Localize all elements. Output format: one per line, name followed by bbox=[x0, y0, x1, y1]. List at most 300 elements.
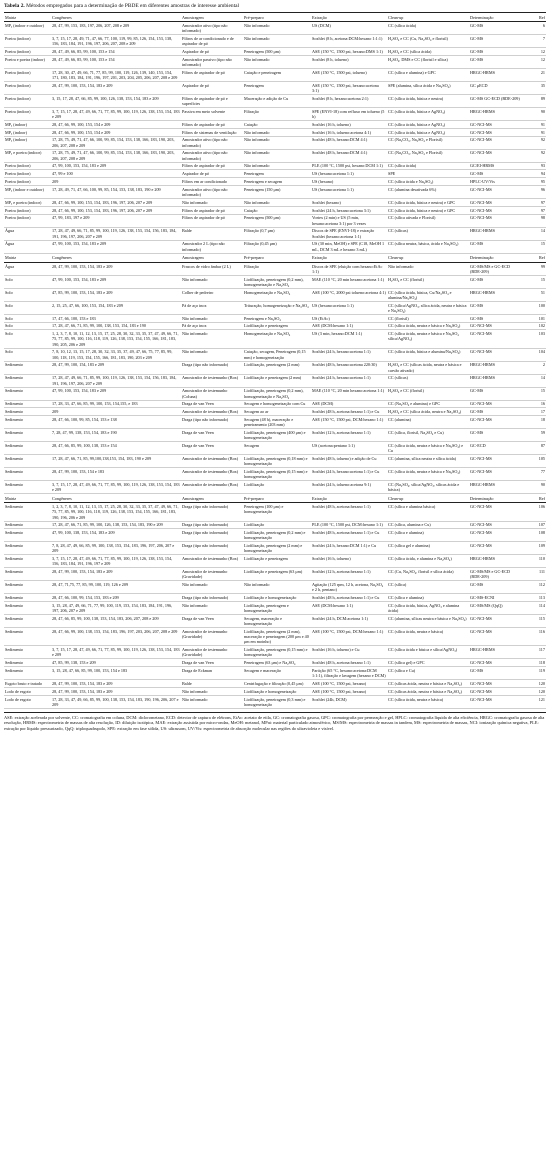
cell-pre-preparo: Homogeneização e Na₂SO₄ bbox=[243, 288, 311, 301]
cell-ref: 59 bbox=[522, 429, 546, 442]
table-row bbox=[4, 330, 546, 348]
cell-determinacao: GC-MS/MS e GC-ECD (BDE-209) bbox=[469, 262, 522, 275]
cell-congeneres: 28, 47, 66, 99, 100, 153, 154, 183, 196, 197, 206, 207 e 209 bbox=[51, 206, 181, 214]
cell-congeneres: 28, 47, 49, 66, 85, 99, 100, 153 e 154 bbox=[51, 56, 181, 69]
cell-matriz: MPₐ (indoor) bbox=[4, 136, 51, 149]
cell-clean-up: CC (sílica ácida) bbox=[387, 162, 469, 170]
cell-amostragem: Amostrador de testemunho (Box) bbox=[181, 468, 243, 481]
cell-extracao: Soxhlet (16 h, tolueno:acetona 4:1) bbox=[311, 128, 387, 136]
cell-determinacao: GC-MS bbox=[469, 667, 522, 680]
column-header-matriz: Matriz bbox=[4, 253, 51, 262]
cell-extracao: MAE (110 °C, 20 min hexano:acetona 1:1) bbox=[311, 275, 387, 288]
cell-matriz: Solo bbox=[4, 301, 51, 314]
cell-amostragem: Amostrador de testemunho (Gravidade) bbox=[181, 646, 243, 659]
cell-clean-up: CC (sílica ácida, básica e AgNO₃) bbox=[387, 121, 469, 129]
cell-matriz: Água bbox=[4, 240, 51, 253]
column-header-matriz: Matriz bbox=[4, 494, 51, 503]
cell-determinacao: GC-NCI-MS bbox=[469, 659, 522, 667]
cell-congeneres: 17, 28, 75, 49, 71, 47, 66, 100, 99, 85, 154, 153, 138, 166, 183, 190, 203, 206, 207, 208 e 209 bbox=[51, 136, 181, 149]
cell-congeneres: 47, 99, 100, 153, 154, 183 e 209 bbox=[51, 387, 181, 400]
cell-determinacao: GC-NCI-MS bbox=[469, 400, 522, 408]
cell-pre-preparo: Liofilização e peneiragem bbox=[243, 555, 311, 568]
cell-matriz: Solo bbox=[4, 314, 51, 322]
table-caption-text: Métodos empregados para a determinação de PBDE em diferentes amostras de interesse ambiental bbox=[26, 3, 239, 9]
table-footnote: ASE: extração acelerada por solvente, CC: cromatografia em coluna, DCM: diclorometano, ECD: detector de captura de elétrons, EtAc: acetato de etila, GC: cromatografia gasosa, GPC: cromatografia por permeação e gel, HPLC: cromatografia líquida de alta eficiência, HRGC: cromatografia gasosa de alta resolução, HRMS: espectrometria de massas de alta resolução, ID: diluição isotópica, MAE: extração assistida por micro-ondas, MeOH: metanol, MPat: material particulado atmosférico, MS/MS: espectrometria de massas in tandem, MS: espectrometria de massas, NCI: ionização química negativa, PLE: extração por líquido pressurizado, QqQ: triploquadrupolo, SPE: extração em fase sólida, US: ultrassom, UV/Vis: espectrometria de absorção molecular nas regiões do ultravioleta e visível. bbox=[4, 712, 546, 731]
cell-ref: 120 bbox=[522, 680, 546, 688]
table-row bbox=[4, 581, 546, 594]
cell-matriz: Lodo de esgoto bbox=[4, 687, 51, 695]
cell-pre-preparo: Liofilização, peneiragem (2 mm) e homogeneização bbox=[243, 542, 311, 555]
cell-amostragem: Draga (tipo não informado) bbox=[181, 594, 243, 602]
cell-pre-preparo: Liofilização, peneiragem (0,3 mm) e homogeneização bbox=[243, 695, 311, 708]
table-row bbox=[4, 288, 546, 301]
cell-extracao: ASE (100 °C, 1500 psi, hexano) bbox=[311, 680, 387, 688]
cell-pre-preparo: Peneiragem bbox=[243, 82, 311, 95]
cell-matriz: Sedimento bbox=[4, 408, 51, 416]
table-row bbox=[4, 400, 546, 408]
cell-extracao: Agitação (125 rpm, 12 h, acetona, Na₂SO₄ e 2 h, pentano) bbox=[311, 581, 387, 594]
cell-amostragem: Filtros de aspirador de pó bbox=[181, 214, 243, 227]
cell-extracao: Soxhlet (24 h, hexano:acetona 1:1) e Cu bbox=[311, 468, 387, 481]
table-row bbox=[4, 149, 546, 162]
cell-pre-preparo: Liofilização, peneiragem (0,18 mm) e homogeneização bbox=[243, 455, 311, 468]
cell-matriz: Solo bbox=[4, 348, 51, 361]
cell-pre-preparo: Centrifugação e filtração (0,45 μm) bbox=[243, 680, 311, 688]
cell-matriz: Poeira (indoor) bbox=[4, 82, 51, 95]
table-row bbox=[4, 442, 546, 455]
table-row bbox=[4, 69, 546, 82]
cell-ref: 109 bbox=[522, 542, 546, 555]
cell-congeneres: 47, 99, 100, 153, 154, 183 e 209 bbox=[51, 240, 181, 253]
table-row bbox=[4, 646, 546, 659]
header-row bbox=[4, 494, 546, 503]
cell-clean-up: CC (sílica ácida, neutra e básica) bbox=[387, 628, 469, 646]
cell-congeneres: 47, 99, 183, 197 e 209 bbox=[51, 214, 181, 227]
cell-amostragem: Filtros de aspirador de pó bbox=[181, 121, 243, 129]
cell-determinacao: GC-MS/MS (QqQ) bbox=[469, 602, 522, 615]
cell-clean-up: CC (sílica gel e alumina) bbox=[387, 542, 469, 555]
cell-determinacao: GC-MS bbox=[469, 22, 522, 35]
column-header-clean-up: Clean-up bbox=[387, 494, 469, 503]
cell-determinacao: GC-MS bbox=[469, 301, 522, 314]
cell-clean-up: CC (sílica e alumina) e GPC bbox=[387, 69, 469, 82]
cell-matriz: Solo bbox=[4, 275, 51, 288]
column-header-matriz: Matriz bbox=[4, 13, 51, 22]
cell-congeneres: 47, 99, 100, 153, 154, 183 e 209 bbox=[51, 162, 181, 170]
cell-determinacao: GC-NCI-MS bbox=[469, 680, 522, 688]
cell-matriz: Sedimento bbox=[4, 374, 51, 387]
cell-pre-preparo: Liofilização, peneiragem (0,2 mm), homogeneização e Na₂SO₄ bbox=[243, 387, 311, 400]
cell-clean-up: CC (sílicas ácida, neutra e básica e Na₂SO₄) bbox=[387, 680, 469, 688]
cell-extracao: Discos de SPE (eluição com hexano:EtAc 1:1) bbox=[311, 262, 387, 275]
cell-ref: 89 bbox=[522, 95, 546, 108]
cell-congeneres: 3, 7, 15, 17, 28, 49, 71, 47, 66, 77, 100, 119, 99, 85, 126, 154, 153, 138, 156, 183, 184, 191, 196, 197, 206, 207, 208 e 209 bbox=[51, 35, 181, 48]
cell-extracao: Soxhlet (8 h, hexano:acetona 2:1) bbox=[311, 95, 387, 108]
cell-clean-up: CC (sílica ácida, básica e AgNO₃) bbox=[387, 108, 469, 121]
cell-determinacao: GC-NCI-MS bbox=[469, 149, 522, 162]
cell-congeneres: 28, 47, 49, 66, 85, 99, 100, 153 e 154 bbox=[51, 48, 181, 56]
cell-amostragem: Aspirador de pó bbox=[181, 48, 243, 56]
cell-extracao: ASE (150 °C, 1500 psi, hexano:DMS 1:1) bbox=[311, 48, 387, 56]
cell-determinacao: GC-MS bbox=[469, 314, 522, 322]
cell-ref: 95 bbox=[522, 178, 546, 186]
cell-extracao: Soxhlet (16 h, tolueno) bbox=[311, 555, 387, 568]
cell-congeneres: 17, 28, 47, 49, 66, 71, 85, 99, 100, 119, 126, 138, 153, 154, 156, 183, 184, 191, 196, 197, 206, 207 e 209 bbox=[51, 227, 181, 240]
table-row bbox=[4, 82, 546, 95]
cell-pre-preparo: Peneiragem (500 μm) bbox=[243, 214, 311, 227]
cell-determinacao: GC-MS bbox=[469, 408, 522, 416]
cell-amostragem: Draga (tipo não informado) bbox=[181, 416, 243, 429]
cell-matriz: Sedimento bbox=[4, 442, 51, 455]
cell-extracao: Soxhlet (24 h, hexano:acetona 1:1) bbox=[311, 374, 387, 387]
table-row bbox=[4, 275, 546, 288]
cell-matriz: MPₐ (indoor) bbox=[4, 121, 51, 129]
cell-clean-up: CC (sílica ácida e Na₂SO₄) bbox=[387, 178, 469, 186]
cell-ref: 91 bbox=[522, 121, 546, 129]
cell-pre-preparo: Secagem (48 h), maceração e peneiramento (203 mm) bbox=[243, 416, 311, 429]
table-row bbox=[4, 314, 546, 322]
cell-determinacao: HRGC-HRMS bbox=[469, 69, 522, 82]
cell-ref: 113 bbox=[522, 594, 546, 602]
cell-congeneres: 3, 7, 15, 17, 28, 47, 49, 66, 71, 77, 85, 99, 100, 119, 126, 138, 153, 154, 183 e 209 bbox=[52, 647, 180, 658]
cell-matriz: Poeira (indoor) bbox=[4, 35, 51, 48]
cell-extracao: Soxhlet (48 h, acetona:hexano 1:1) bbox=[311, 503, 387, 521]
cell-amostragem: Amostrador de testemunho (Box) bbox=[181, 374, 243, 387]
cell-congeneres: 7, 28, 47, 99, 138, 153, 154, 183 e 190 bbox=[51, 429, 181, 442]
cell-extracao: Soxhlet (48 h, hexano:DCM 4:1) bbox=[311, 136, 387, 149]
cell-determinacao: GC-MS-ECNI bbox=[469, 594, 522, 602]
cell-extracao: US (30 min, MeOH) e SPE (C18, MeOH 1 mL, DCM 3 mL e hexano 3 mL) bbox=[311, 240, 387, 253]
cell-amostragem: Balde bbox=[181, 680, 243, 688]
cell-clean-up: CC (alumina, sílica neutra e sílica ácida) bbox=[387, 455, 469, 468]
cell-congeneres: 3, 7, 15, 17, 28, 47, 49, 66, 71, 77, 85, 99, 100, 119, 126, 138, 153, 154, 156, 183, 184, 191, 196, 197 e 209 bbox=[51, 555, 181, 568]
cell-congeneres: 17, 28, 47, 49, 66, 71, 85, 99, 100, 119, 126, 138, 153, 154, 156, 183, 184, 191, 196, 197, 206, 207 e 209 bbox=[51, 374, 181, 387]
cell-amostragem: Aspirador de pó bbox=[181, 82, 243, 95]
table-row bbox=[4, 35, 546, 48]
cell-ref: 112 bbox=[522, 581, 546, 594]
cell-matriz: Sedimento bbox=[4, 521, 51, 529]
cell-ref: 2 bbox=[522, 361, 546, 374]
table-row bbox=[4, 687, 546, 695]
table-row bbox=[4, 659, 546, 667]
cell-matriz: Sedimento bbox=[4, 400, 51, 408]
cell-extracao: US (hexano:acetona 1:1) bbox=[311, 301, 387, 314]
cell-extracao: US (hexano:acetona 1:1) bbox=[311, 170, 387, 178]
table-row bbox=[4, 128, 546, 136]
cell-amostragem: Filtros de aspirador de pó bbox=[181, 162, 243, 170]
cell-clean-up: CC (sílica ácida, e alumina e Na₂SO₄) bbox=[387, 555, 469, 568]
cell-clean-up: CC (sílicas) bbox=[387, 227, 469, 240]
cell-matriz: Sedimento bbox=[4, 468, 51, 481]
cell-pre-preparo: Liofilização bbox=[243, 521, 311, 529]
cell-extracao: US (3 min, hexano:DCM 1:1) bbox=[311, 330, 387, 348]
cell-matriz: Sedimento bbox=[4, 429, 51, 442]
cell-amostragem: Amostrador de testemunho (Gravidade) bbox=[181, 568, 243, 581]
cell-determinacao: GC-NCI-MS bbox=[469, 416, 522, 429]
cell-pre-preparo: Peneiragem (100 μm) e homogeneização bbox=[243, 503, 311, 521]
cell-clean-up: H₂SO₄ e CC (florisil) bbox=[387, 275, 469, 288]
cell-clean-up: SPE bbox=[387, 170, 469, 178]
cell-congeneres: 28, 47, 66, 100, 99, 85, 154, 153 e 138 bbox=[51, 416, 181, 429]
column-header-ref: Ref bbox=[522, 253, 546, 262]
cell-determinacao: GC-NCI-MS bbox=[469, 695, 522, 708]
cell-pre-preparo: Liofilização e peneiragem (2 mm) bbox=[243, 374, 311, 387]
cell-extracao: SPE (ENVI-18) com refluxo em tolueno (5 h) bbox=[311, 108, 387, 121]
column-header-amostragem: Amostragem bbox=[181, 494, 243, 503]
cell-pre-preparo: Liofilização, peneiragem e homogeneização bbox=[243, 602, 311, 615]
cell-pre-preparo: Não informado bbox=[243, 162, 311, 170]
cell-congeneres: 47, 85, 99, 138, 153 e 209 bbox=[51, 659, 181, 667]
table-caption-label: Tabela 2. bbox=[4, 3, 25, 9]
cell-pre-preparo: Liofilização e homogeneização bbox=[243, 687, 311, 695]
cell-ref: 87 bbox=[522, 442, 546, 455]
cell-extracao: PLE (100 °C, 1500 psi, hexano:DCM 1:1) bbox=[311, 162, 387, 170]
cell-congeneres: 28, 47, 99, 100, 153, 154 e 183 bbox=[51, 468, 181, 481]
cell-ref: 105 bbox=[522, 455, 546, 468]
cell-amostragem: Pá de aço inox bbox=[181, 322, 243, 330]
cell-pre-preparo: Liofilização bbox=[243, 481, 311, 494]
cell-determinacao: GC-MS bbox=[469, 240, 522, 253]
cell-ref: 92 bbox=[522, 136, 546, 149]
cell-clean-up: CC (Na₂SO₄ e alumina) e GPC bbox=[387, 400, 469, 408]
cell-pre-preparo: Liofilização, peneiragem (0,15 mm) e homogeneização bbox=[243, 468, 311, 481]
cell-congeneres: 7, 8, 10, 12, 13, 15, 17, 28, 30, 32, 33, 35, 37, 49, 47, 66, 75, 77, 85, 99, 100, 118, 119, 153, 154, 155, 166, 181, 183, 190, 203 e 209 bbox=[51, 348, 181, 361]
cell-clean-up: CC (sílica ácida, neutra e básica e Na₂SO₄) bbox=[387, 322, 469, 330]
cell-ref: 116 bbox=[522, 628, 546, 646]
cell-amostragem: Não informado bbox=[181, 581, 243, 594]
cell-ref: 117 bbox=[522, 646, 546, 659]
cell-clean-up: CC (Cu, Na₂SO₄, florisil e sílica ácida) bbox=[387, 568, 469, 581]
cell-clean-up: CC (sílica e alumina básica) bbox=[387, 503, 469, 521]
cell-matriz: Sedimento bbox=[4, 628, 51, 646]
column-header-extracao: Extração bbox=[311, 13, 387, 22]
column-header-amostragem: Amostragem bbox=[181, 13, 243, 22]
cell-amostragem: Amostrador de testemunho (Box) bbox=[181, 481, 243, 494]
cell-matriz: MPₐ (indoor e outdoor) bbox=[4, 22, 51, 35]
cell-matriz: Sedimento bbox=[4, 594, 51, 602]
cell-clean-up: CC (sílicas) bbox=[387, 374, 469, 387]
cell-extracao: MAE (110 °C, 20 min hexano:acetona 1:1) bbox=[311, 387, 387, 400]
cell-extracao: ASE (100 °C, 2000 psi tolueno:acetona 4:1) bbox=[311, 288, 387, 301]
cell-pre-preparo: Maceração e adição de Cu bbox=[243, 95, 311, 108]
cell-ref: 7 bbox=[522, 35, 546, 48]
cell-determinacao: GC-NCI-MS bbox=[469, 687, 522, 695]
table-row bbox=[4, 198, 546, 206]
cell-extracao: Soxhlet (hexano) bbox=[311, 198, 387, 206]
cell-ref: 98 bbox=[522, 214, 546, 227]
cell-congeneres: 28, 47, 66, 99, 100, 153, 154, 183, 196, 197, 206, 207 e 209 bbox=[51, 198, 181, 206]
cell-congeneres: 17, 28, 47, 66, 71, 85, 99,100,138,153, 154, 183, 190 e 209 bbox=[51, 455, 181, 468]
cell-clean-up: CC (sílica ácida, básica, AgNO₃ e alumina ácida) bbox=[387, 602, 469, 615]
column-header-ref: Ref bbox=[522, 494, 546, 503]
cell-determinacao: HPLC-UV/Vis bbox=[469, 178, 522, 186]
cell-determinacao: GC-NCI-MS bbox=[469, 198, 522, 206]
cell-congeneres: 17, 47, 66, 100, 153 e 183 bbox=[51, 314, 181, 322]
cell-determinacao: GC-NCI-MS bbox=[469, 468, 522, 481]
cell-extracao: Soxhlet (24 h, hexano:DCM 1:1) e Cu bbox=[311, 542, 387, 555]
cell-matriz: Sedimento bbox=[4, 568, 51, 581]
table-row bbox=[4, 602, 546, 615]
cell-ref: 15 bbox=[522, 387, 546, 400]
cell-ref: 107 bbox=[522, 521, 546, 529]
cell-amostragem: Não informado bbox=[181, 348, 243, 361]
cell-amostragem: Balde bbox=[181, 227, 243, 240]
cell-ref: 16 bbox=[522, 400, 546, 408]
cell-clean-up: CC (alumina) bbox=[387, 416, 469, 429]
cell-matriz: Sedimento bbox=[4, 416, 51, 429]
cell-ref: 6 bbox=[522, 22, 546, 35]
cell-clean-up: CC (Na₂CO₃, Na₂SO₄ e Florisil) bbox=[387, 149, 469, 162]
cell-pre-preparo: Liofilização, peneiragem (0,2 mm), homogeneização e Na₂SO₄ bbox=[243, 275, 311, 288]
cell-clean-up: CC (sílica/AgNO₃, sílica ácida, neutra e básica e Na₂SO₄) bbox=[387, 301, 469, 314]
cell-clean-up: CC (Na₂CO₃, Na₂SO₄ e Florisil) bbox=[387, 136, 469, 149]
cell-pre-preparo: Secagem bbox=[243, 442, 311, 455]
cell-congeneres: 17, 28, 30, 47, 49, 66, 71, 77, 85, 99, 100, 119, 126, 139, 140, 153, 154, 171, 180, 183, 184, 191, 196, 197, 201, 203, 204, 205, 206, 207, 208 e 209 bbox=[51, 69, 181, 82]
cell-clean-up: H₂SO₄ e CC (florisil) bbox=[387, 387, 469, 400]
cell-congeneres: 28, 47, 99, 100, 153, 154, 183 e 209 bbox=[51, 568, 181, 581]
cell-ref: 104 bbox=[522, 348, 546, 361]
cell-ref: 121 bbox=[522, 695, 546, 708]
cell-determinacao: GC-MS bbox=[469, 275, 522, 288]
table-row bbox=[4, 56, 546, 69]
cell-congeneres: 3, 7, 15, 17, 28, 47, 49, 66, 71, 77, 85, 99, 100, 119, 126, 138, 153, 154, 183 e 209 bbox=[52, 108, 180, 119]
cell-amostragem: Amostrador de testemunho (Gravidade) bbox=[181, 628, 243, 646]
cell-matriz: Sedimento bbox=[4, 503, 51, 521]
cell-amostragem: Não informado bbox=[181, 330, 243, 348]
cell-amostragem: Draga (tipo não informado) bbox=[181, 521, 243, 529]
cell-amostragem: Filtros de aspirador de pó e superfícies bbox=[181, 95, 243, 108]
table-row bbox=[4, 521, 546, 529]
cell-determinacao: HRGC-HRMS bbox=[469, 374, 522, 387]
cell-pre-preparo: Não informado bbox=[243, 35, 311, 48]
cell-determinacao: GC-NCI-MS bbox=[469, 214, 522, 227]
cell-extracao: Soxhlet (48 h, tolueno) e adição de Cu bbox=[311, 455, 387, 468]
cell-pre-preparo: Peneiragem (63 μm) e Na₂SO₄ bbox=[243, 659, 311, 667]
cell-congeneres: 28, 47, 66, 99, 100, 153, 154 e 209 bbox=[51, 121, 181, 129]
cell-clean-up: SPE (alumina, sílica ácida e Na₂SO₄) bbox=[387, 82, 469, 95]
cell-determinacao: GC-MS bbox=[469, 387, 522, 400]
cell-matriz: Solo bbox=[4, 288, 51, 301]
cell-pre-preparo: Homogeneização e Na₂SO₄ bbox=[243, 330, 311, 348]
cell-ref: 77 bbox=[522, 468, 546, 481]
cell-determinacao: HRGC-HRMS bbox=[469, 361, 522, 374]
cell-extracao: Soxhlet (16 h, tolueno) e Cu bbox=[311, 646, 387, 659]
cell-amostragem: Draga de van Veen bbox=[181, 659, 243, 667]
cell-ref: 90 bbox=[522, 481, 546, 494]
cell-determinacao: HRGC-HRMS bbox=[469, 288, 522, 301]
cell-clean-up: CC (sílica ácida, neutra e básica e Na₂SO₄) bbox=[387, 468, 469, 481]
table-row bbox=[4, 628, 546, 646]
cell-ref: 118 bbox=[522, 659, 546, 667]
cell-matriz: Sedimento bbox=[4, 555, 51, 568]
cell-pre-preparo: Liofilização, peneiragem (0,2 mm) e homogeneização bbox=[243, 529, 311, 542]
cell-matriz: Poeira (indoor) bbox=[4, 48, 51, 56]
cell-clean-up: CC (sílica ácida, básica e alumina/Na₂SO₄) bbox=[387, 348, 469, 361]
cell-clean-up: CC (sílica, florisil, Na₂SO₄ e Cu) bbox=[387, 429, 469, 442]
cell-amostragem: Draga de van Veen bbox=[181, 442, 243, 455]
cell-congeneres: 28, 47, 71,75, 77, 85, 99, 100, 119, 126 e 209 bbox=[51, 581, 181, 594]
table-caption bbox=[4, 3, 546, 10]
cell-matriz: Sedimento bbox=[4, 455, 51, 468]
cell-congeneres: 3, 15, 17, 28, 47, 66, 85, 99, 100, 126, 138, 153, 154, 183 e 209 bbox=[51, 95, 181, 108]
table-row bbox=[4, 361, 546, 374]
cell-congeneres: 17, 28, 47, 66, 71, 85, 99, 100, 138, 153, 154, 183 e 190 bbox=[51, 322, 181, 330]
cell-extracao: Soxhlet (24 h, hexano:acetona 1:1) bbox=[311, 348, 387, 361]
table-row bbox=[4, 408, 546, 416]
cell-determinacao: GC-MS bbox=[469, 48, 522, 56]
cell-amostragem: Não informado bbox=[181, 687, 243, 695]
cell-congeneres: 28, 47, 99, 153, 183, 197, 206, 207, 208 e 209 bbox=[51, 22, 181, 35]
cell-congeneres: 3, 15, 28, 47, 49, 66, 71, 77, 99, 100, 119, 153, 154, 183, 184, 191, 196, 197, 206, 207 e 209 bbox=[51, 602, 181, 615]
cell-amostragem: Amostrador de testemunho (Box) bbox=[181, 555, 243, 568]
cell-matriz: Solo bbox=[4, 330, 51, 348]
cell-amostragem: Não informado bbox=[181, 275, 243, 288]
cell-congeneres: 17, 28, 33, 47, 66, 85, 99, 100, 153, 154,155, e 183 bbox=[51, 400, 181, 408]
cell-matriz: Sedimento bbox=[4, 387, 51, 400]
cell-ref: 114 bbox=[522, 602, 546, 615]
cell-pre-preparo: Catação e peneiragem bbox=[243, 69, 311, 82]
cell-extracao: Soxhlet (12 h, acetona:hexano 1:1) bbox=[311, 429, 387, 442]
cell-ref: 91 bbox=[522, 128, 546, 136]
table-row bbox=[4, 468, 546, 481]
column-header-determinacao: Determinação bbox=[469, 253, 522, 262]
cell-extracao: US (acetona:pentano 1:1) bbox=[311, 442, 387, 455]
cell-pre-preparo: Peneiragem (150 μm) bbox=[243, 185, 311, 198]
cell-ref: 94 bbox=[522, 170, 546, 178]
cell-pre-preparo: Secagem e homogeneização com Cu bbox=[243, 400, 311, 408]
table-row bbox=[4, 529, 546, 542]
cell-clean-up: CC (sílica ácida, básica, Cu/Na₂SO₄ e alumina/Na₂SO₄) bbox=[387, 288, 469, 301]
cell-ref: 18 bbox=[522, 416, 546, 429]
table-body bbox=[4, 13, 546, 709]
column-header-congeneres: Congêneres bbox=[51, 253, 181, 262]
table-row bbox=[4, 374, 546, 387]
cell-clean-up: H₂SO₄ e CC (Cu, Na₂SO₄ e florisil) bbox=[387, 35, 469, 48]
table-row bbox=[4, 301, 546, 314]
cell-ref: 97 bbox=[522, 198, 546, 206]
cell-amostragem: Aspirador de pó bbox=[181, 170, 243, 178]
cell-amostragem: Amostrador de testemunho (Box) bbox=[181, 455, 243, 468]
cell-clean-up: CC (sílicas ácida, neutra e básica e Na₂SO₄) bbox=[387, 687, 469, 695]
cell-extracao: Soxhlet (24h, DCM) bbox=[311, 695, 387, 708]
cell-ref: 101 bbox=[522, 314, 546, 322]
cell-congeneres: 28, 47, 66, 100, 99, 154, 153, 183 e 209 bbox=[51, 594, 181, 602]
cell-ref: 92 bbox=[522, 149, 546, 162]
cell-extracao: Soxhlet (24 h, tolueno:acetona 9:1) bbox=[311, 481, 387, 494]
column-header-extracao: Extração bbox=[311, 253, 387, 262]
table-row bbox=[4, 95, 546, 108]
cell-amostragem: Draga (tipo não informado) bbox=[181, 542, 243, 555]
table-row bbox=[4, 170, 546, 178]
column-header-determinacao: Determinação bbox=[469, 13, 522, 22]
cell-ref: 14 bbox=[522, 227, 546, 240]
cell-extracao: ASE (150 °C, 1500 psi, DCM:hexano 1:1) bbox=[311, 416, 387, 429]
column-header-clean-up: Clean-up bbox=[387, 253, 469, 262]
cell-extracao: Partição (65 °C, hexano:acetona:DCM 1:1:1), filtração e lavagem (hexano e DCM) bbox=[312, 667, 386, 679]
cell-clean-up: CC (sílica, alumina e Cu) bbox=[387, 521, 469, 529]
cell-extracao: ASE (DCM:hexano 1:1) bbox=[311, 322, 387, 330]
cell-clean-up: CC (Na₂SO₄, sílica/AgNO₃, sílicas ácida e básica) bbox=[387, 481, 469, 494]
cell-determinacao: GC-NCI-MS bbox=[469, 128, 522, 136]
cell-amostragem: Draga (tipo não informado) bbox=[181, 529, 243, 542]
cell-pre-preparo: Liofilização, peneiragem (0,15 mm) e homogeneização bbox=[243, 646, 311, 659]
cell-ref: 17 bbox=[522, 408, 546, 416]
cell-matriz: Solo bbox=[4, 322, 51, 330]
cell-pre-preparo: Peneiragem e Na₂SO₄ bbox=[243, 314, 311, 322]
cell-ref: 12 bbox=[522, 56, 546, 69]
cell-determinacao: HRGC-HRMS bbox=[469, 108, 522, 121]
cell-extracao: Discos de SPE (ENVI-18) e extração Soxhlet (hexano:acetona 1:1) bbox=[311, 227, 387, 240]
